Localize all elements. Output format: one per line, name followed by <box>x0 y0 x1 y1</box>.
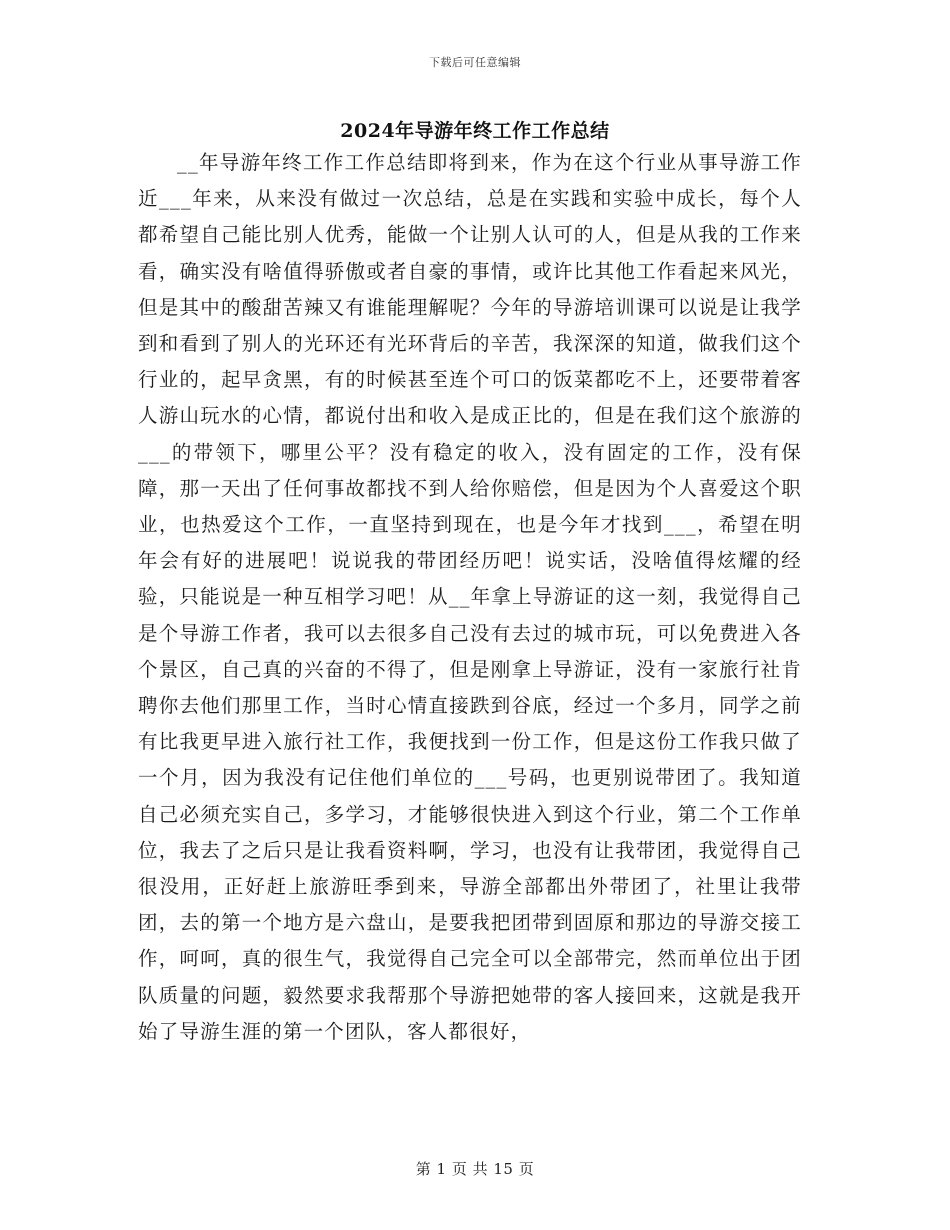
body-paragraph: __年导游年终工作工作总结即将到来，作为在这个行业从事导游工作近___年来，从来没有做过一次总结，总是在实践和实验中成长，每个人都希望自己能比别人优秀，能做一个让别人认可的人，但是从我的工作来看，确实没有啥值得骄傲或者自豪的事情，或许比其他工作看起来风光，但是其中的酸甜苦辣又有谁能理解呢？今年的导游培训课可以说是让我学到和看到了别人的光环还有光环背后的辛苦，我深深的知道，做我们这个行业的，起早贪黑，有的时候甚至连个可口的饭菜都吃不上，还要带着客人游山玩水的心情，都说付出和收入是成正比的，但是在我们这个旅游的___的带领下，哪里公平？没有稳定的收入，没有固定的工作，没有保障，那一天出了任何事故都找不到人给你赔偿，但是因为个人喜爱这个职业，也热爱这个工作，一直坚持到现在，也是今年才找到___，希望在明年会有好的进展吧！说说我的带团经历吧！说实话，没啥值得炫耀的经验，只能说是一种互相学习吧！从__年拿上导游证的这一刻，我觉得自己是个导游工作者，我可以去很多自己没有去过的城市玩，可以免费进入各个景区，自己真的兴奋的不得了，但是刚拿上导游证，没有一家旅行社肯聘你去他们那里工作，当时心情直接跌到谷底，经过一个多月，同学之前有比我更早进入旅行社工作，我便找到一份工作，但是这份工作我只做了一个月，因为我没有记住他们单位的___号码，也更别说带团了。我知道自己必须充实自己，多学习，才能够很快进入到这个行业，第二个工作单位，我去了之后只是让我看资料啊，学习，也没有让我带团，我觉得自己很没用，正好赶上旅游旺季到来，导游全部都出外带团了，社里让我带团，去的第一个地方是六盘山，是要我把团带到固原和那边的导游交接工作，呵呵，真的很生气，我觉得自己完全可以全部带完，然而单位出于团队质量的问题，毅然要求我帮那个导游把她带的客人接回来，这就是我开始了导游生涯的第一个团队，客人都很好， <box>138 151 802 1043</box>
page-number-footer: 第 1 页 共 15 页 <box>415 1160 535 1178</box>
document-title: 2024年导游年终工作工作总结 <box>340 120 610 142</box>
page-header-note: 下载后可任意编辑 <box>429 56 521 69</box>
